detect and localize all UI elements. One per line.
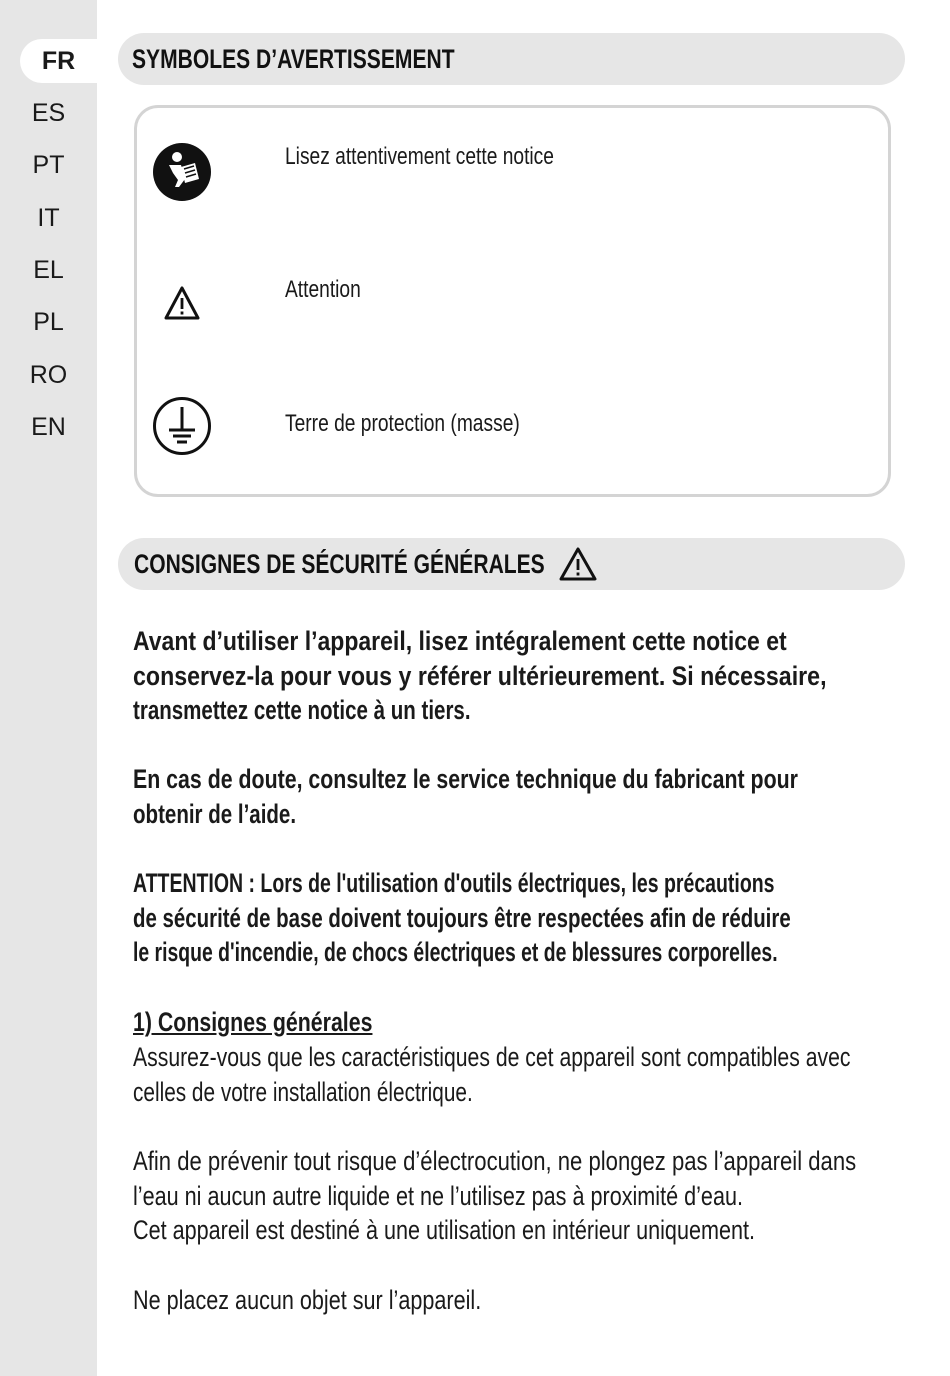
warning-triangle-icon — [558, 546, 598, 582]
language-tab-pt[interactable]: PT — [32, 150, 65, 179]
text-line: Assurez-vous que les caractéristiques de cet appareil sont compatibles avec — [133, 1042, 851, 1072]
symbol-label-manual: Lisez attentivement cette notice — [285, 143, 554, 170]
intro-paragraph — [133, 624, 950, 728]
language-sidebar — [0, 0, 97, 1376]
text-line: l’eau ni aucun autre liquide et ne l’utilisez pas à proximité d’eau. — [133, 1180, 743, 1211]
language-tab-en[interactable]: EN — [31, 412, 66, 441]
warning-symbols-header — [118, 33, 905, 85]
general-instructions-heading — [133, 1005, 950, 1040]
warning-triangle-icon — [151, 274, 213, 336]
text-line: obtenir de l’aide. — [133, 798, 297, 829]
safety-instructions-title: CONSIGNES DE SÉCURITÉ GÉNÉRALES — [134, 548, 545, 579]
subheading: 1) Consignes générales — [133, 1007, 373, 1037]
symbol-row-earth — [137, 395, 887, 465]
text-line: le risque d'incendie, de chocs électriques et de blessures corporelles. — [133, 937, 778, 968]
warning-symbols-title: SYMBOLES D’AVERTISSEMENT — [132, 43, 455, 74]
language-tab-fr[interactable]: FR — [20, 39, 97, 83]
text-line: celles de votre installation électrique. — [133, 1076, 473, 1107]
text-line: Ne placez aucun objet sur l’appareil. — [133, 1285, 482, 1315]
no-objects-paragraph — [133, 1283, 950, 1318]
compatibility-paragraph — [133, 1040, 950, 1109]
text-line: Cet appareil est destiné à une utilisation en intérieur uniquement. — [133, 1215, 755, 1246]
text-line: transmettez cette notice à un tiers. — [133, 695, 471, 726]
electrocution-paragraph — [133, 1144, 950, 1248]
text-line: Afin de prévenir tout risque d’électrocution, ne plongez pas l’appareil dans — [133, 1146, 857, 1176]
language-tab-el[interactable]: EL — [33, 255, 64, 284]
language-tab-pl[interactable]: PL — [33, 307, 64, 336]
safety-instructions-header — [118, 538, 905, 590]
text-line: En cas de doute, consultez le service technique du fabricant pour — [133, 764, 798, 794]
text-line: conservez-la pour vous y référer ultérieurement. Si nécessaire, — [133, 660, 827, 691]
read-manual-icon — [151, 141, 213, 203]
symbols-legend-box — [134, 105, 891, 497]
symbol-row-attention — [137, 274, 887, 344]
text-line: de sécurité de base doivent toujours être respectées afin de réduire — [133, 902, 791, 933]
symbol-label-earth: Terre de protection (masse) — [285, 410, 520, 437]
symbol-row-manual — [137, 141, 887, 211]
attention-paragraph — [133, 866, 950, 970]
language-tab-ro[interactable]: RO — [29, 360, 68, 389]
protective-earth-icon — [151, 395, 213, 457]
help-paragraph — [133, 762, 950, 831]
language-tab-it[interactable]: IT — [37, 203, 60, 232]
text-line: ATTENTION : Lors de l'utilisation d'outils électriques, les précautions — [133, 868, 775, 898]
language-tab-es[interactable]: ES — [31, 98, 66, 127]
symbol-label-attention: Attention — [285, 276, 361, 303]
text-line: Avant d’utiliser l’appareil, lisez intégralement cette notice et — [133, 626, 787, 656]
